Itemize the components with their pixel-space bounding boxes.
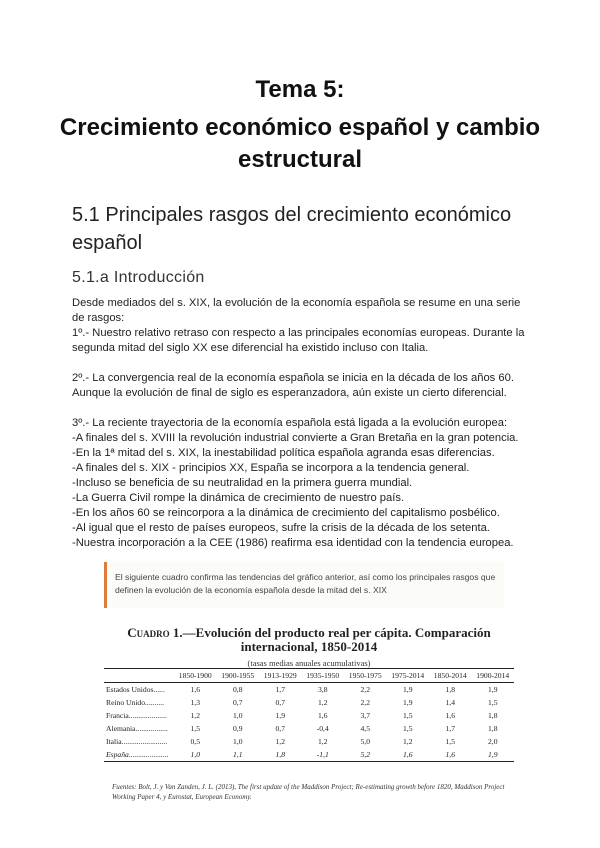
point-2-paragraph: 2º.- La convergencia real de la economía española se inicia en la década de los años 60. Aunque la evolución de final de siglo es esperanzadora, aún existe un cierto diferencial. [72,372,514,399]
table-cell: 1,9 [472,748,515,762]
table-label: Cuadro 1. [127,625,183,640]
table-cell: 1,8 [445,685,455,694]
table-cell: 1,9 [403,698,413,707]
section-heading: 5.1 Principales rasgos del crecimiento económico español [72,204,512,254]
column-header: 1913-1929 [259,669,302,683]
subsection-heading: 5.1.a Introducción [72,269,205,286]
column-header: 1975-2014 [387,669,430,683]
table-cell: 1,6 [318,711,328,720]
list-item: -En los años 60 se reincorpora a la dinámica de crecimiento del capitalismo posbélico. [72,507,500,519]
list-item: -La Guerra Civil rompe la dinámica de crecimiento de nuestro país. [72,492,405,504]
column-header: 1850-2014 [429,669,472,683]
table-cell: 1,3 [190,698,200,707]
table-cell: 1,4 [445,698,455,707]
table-header-row [104,669,514,683]
table-cell: 1,0 [174,748,217,762]
table-title [104,626,514,654]
row-country: España..................... [104,748,174,762]
table-cell: 5,0 [360,737,370,746]
table-cell: 1,2 [318,698,328,707]
table-cell: 2,0 [488,737,498,746]
table-cell: 1,7 [445,724,455,733]
column-header: 1900-1955 [217,669,260,683]
table-cell: 1,6 [190,685,200,694]
list-item: -Al igual que el resto de países europeos, sufre la crisis de la década de los setenta. [72,522,490,534]
table-cell: 2,2 [360,685,370,694]
table-cell: 1,9 [488,685,498,694]
column-header: 1900-2014 [472,669,515,683]
header-blank [104,669,174,683]
table-cell: 1,5 [445,737,455,746]
table-cell: 1,6 [429,748,472,762]
table-cell: 1,2 [403,737,413,746]
table-cell: 1,2 [190,711,200,720]
row-country: Italia........................ [106,737,168,746]
table-subtitle: (tasas medias anuales acumulativas) [247,658,371,668]
growth-table [104,668,514,762]
table-cell: 0,7 [275,698,285,707]
table-cell: -0,4 [316,724,329,733]
table-cell: 1,8 [259,748,302,762]
table-cell: 1,5 [190,724,200,733]
table-cell: 1,7 [275,685,285,694]
table-cell: 1,6 [445,711,455,720]
point-1-paragraph: 1º.- Nuestro relativo retraso con respecto a las principales economías europeas. Durante la segunda mitad del siglo XX ese diferencial ha existido incluso con Italia. [72,327,525,354]
table-cell: 4,5 [360,724,370,733]
table-cell: 1,9 [403,685,413,694]
row-country: Francia.................... [106,711,167,720]
table-cell: 1,1 [217,748,260,762]
table-cell: 1,9 [275,711,285,720]
table-row [104,722,514,735]
table-row [104,748,514,762]
column-header: 1950-1975 [344,669,387,683]
table-cell: 2,2 [360,698,370,707]
table-row [104,696,514,709]
table-cell: 1,2 [318,737,328,746]
list-item: -Incluso se beneficia de su neutralidad en la primera guerra mundial. [72,477,413,489]
list-item: -A finales del s. XIX - principios XX, España se incorpora a la tendencia general. [72,462,470,474]
intro-paragraph: Desde mediados del s. XIX, la evolución de la economía española se resume en una serie de rasgos: [72,297,521,324]
table-cell: 1,8 [488,724,498,733]
row-country: Alemania................. [106,724,168,733]
note-box: El siguiente cuadro confirma las tendencias del gráfico anterior, así como los principales rasgos que definen la evolución de la economía española desde la mitad del s. XIX [104,562,504,608]
table-source: Fuentes: Bolt, J. y Van Zanden, J. L. (2013), The first update of the Maddison Project; Re-estimating growth before 1820, Maddison Project Working Paper 4, y Eurostat, European Economy. [112,783,505,801]
table-cell: 1,0 [233,737,243,746]
table-cell: 1,5 [403,711,413,720]
list-item: -Nuestra incorporación a la CEE (1986) reafirma esa identidad con la tendencia europea. [72,537,514,549]
page-subtitle: Crecimiento económico español y cambio estructural [59,114,541,173]
table-cell: 5,2 [344,748,387,762]
table-cell: 0,8 [233,685,243,694]
table-row [104,683,514,697]
table-row [104,709,514,722]
table-cell: 3,7 [360,711,370,720]
table-cell: 1,5 [403,724,413,733]
row-country: Estados Unidos...... [106,685,165,694]
table-title-text: —Evolución del producto real per cápita. Comparación internacional, 1850-2014 [182,625,491,654]
column-header: 1850-1900 [174,669,217,683]
table-cell: 1,2 [275,737,285,746]
table-cell: 3,8 [318,685,328,694]
table-row [104,735,514,748]
body-text [72,296,532,551]
list-item: -En la 1ª mitad del s. XIX, la inestabilidad política española agranda esas diferencias. [72,447,495,459]
table-cell: 0,7 [275,724,285,733]
column-header: 1935-1950 [302,669,345,683]
point-3-paragraph: 3º.- La reciente trayectoria de la economía española está ligada a la evolución europea: [72,417,508,429]
table-cell: 0,5 [190,737,200,746]
table-cell: 1,0 [233,711,243,720]
list-item: -A finales del s. XVIII la revolución industrial convierte a Gran Bretaña en la gran potencia. [72,432,519,444]
table-cell: -1,1 [302,748,345,762]
page-title: Tema 5: [255,76,345,103]
table-cell: 1,8 [488,711,498,720]
table-cell: 0,9 [233,724,243,733]
table-cell: 0,7 [233,698,243,707]
row-country: Reino Unido.......... [106,698,165,707]
table-cell: 1,5 [488,698,498,707]
table-cell: 1,6 [387,748,430,762]
